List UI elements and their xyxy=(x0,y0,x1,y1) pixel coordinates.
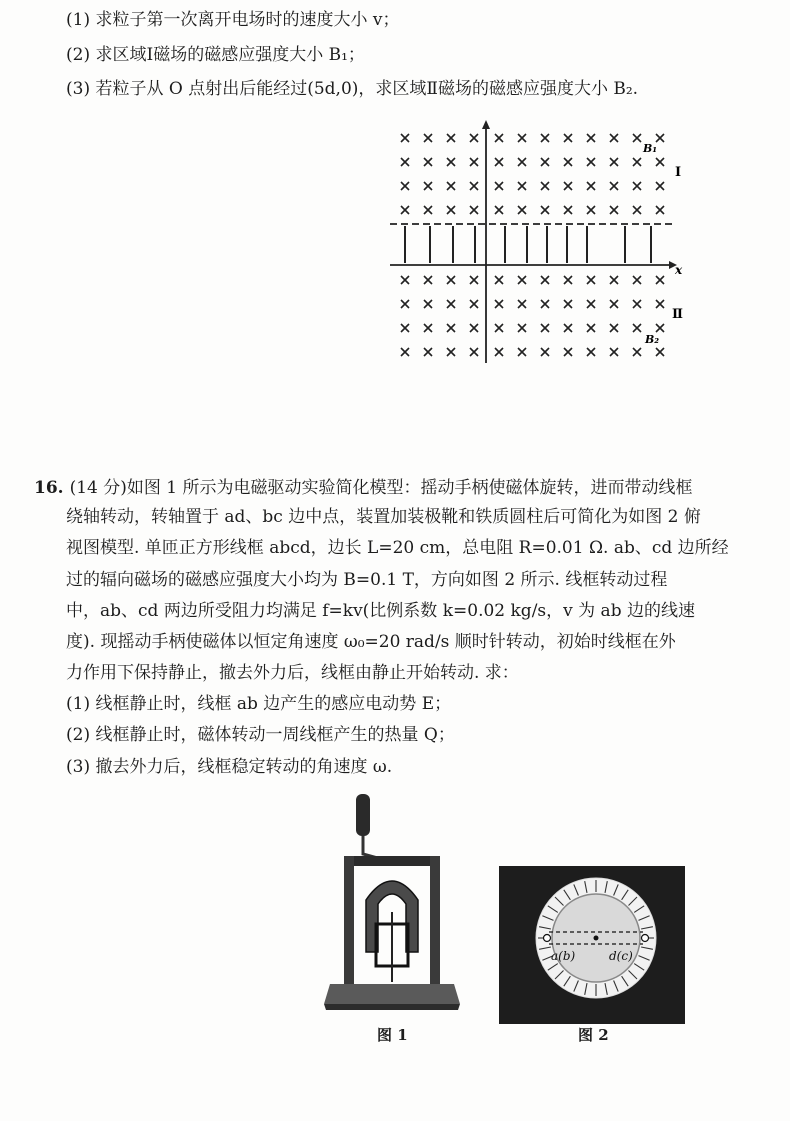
q16-line-4: 过的辐向磁场的磁感应强度大小均为 B=0.1 T，方向如图 2 所示. 线框转动过程 xyxy=(66,570,668,590)
field-cross-mark xyxy=(447,206,455,214)
field-cross-mark xyxy=(541,158,549,166)
field-cross-mark xyxy=(401,300,409,308)
field-cross-mark xyxy=(633,182,641,190)
edge-ab-marker xyxy=(544,935,551,942)
field-cross-mark xyxy=(541,324,549,332)
field-cross-mark xyxy=(564,134,572,142)
field-cross-mark xyxy=(518,348,526,356)
field-cross-mark xyxy=(447,324,455,332)
field-cross-mark xyxy=(495,324,503,332)
field-cross-mark xyxy=(447,182,455,190)
question-number: 16. xyxy=(34,478,64,498)
field-cross-mark xyxy=(541,182,549,190)
field-cross-mark xyxy=(587,276,595,284)
label-a-b: a(b) xyxy=(551,949,576,963)
frame-left-post xyxy=(344,856,354,984)
field-cross-mark xyxy=(447,300,455,308)
figure-1-apparatus xyxy=(322,792,462,1014)
field-cross-mark xyxy=(587,158,595,166)
field-cross-mark xyxy=(656,348,664,356)
field-cross-mark xyxy=(564,276,572,284)
field-cross-mark xyxy=(564,182,572,190)
field-cross-mark xyxy=(610,158,618,166)
field-cross-mark xyxy=(401,324,409,332)
q16-line-1 xyxy=(34,477,693,499)
field-cross-mark xyxy=(564,206,572,214)
field-cross-mark xyxy=(587,134,595,142)
field-cross-mark xyxy=(564,300,572,308)
q16-line-2: 绕轴转动，转轴置于 ad、bc 边中点，装置加装极靴和铁质圆柱后可简化为如图 2 俯 xyxy=(66,507,701,527)
field-cross-mark xyxy=(633,300,641,308)
field-cross-mark xyxy=(518,206,526,214)
field-cross-mark xyxy=(633,276,641,284)
field-cross-mark xyxy=(495,182,503,190)
field-cross-mark xyxy=(610,206,618,214)
field-cross-mark xyxy=(541,348,549,356)
field-cross-mark xyxy=(424,276,432,284)
field-cross-mark xyxy=(424,324,432,332)
field-cross-mark xyxy=(564,324,572,332)
field-cross-mark xyxy=(470,182,478,190)
field-cross-mark xyxy=(495,206,503,214)
field-cross-mark xyxy=(656,182,664,190)
apparatus-base xyxy=(324,984,460,1004)
edge-cd-marker xyxy=(642,935,649,942)
field-cross-mark xyxy=(447,276,455,284)
field-cross-mark xyxy=(518,158,526,166)
field-cross-mark xyxy=(564,158,572,166)
rotation-axis xyxy=(594,936,599,941)
q16-line-7: 力作用下保持静止，撤去外力后，线框由静止开始转动. 求： xyxy=(66,663,519,683)
field-cross-mark xyxy=(610,300,618,308)
field-cross-mark xyxy=(518,276,526,284)
field-cross-mark xyxy=(424,182,432,190)
figure-2-caption: 图 2 xyxy=(578,1026,609,1044)
field-cross-mark xyxy=(610,348,618,356)
prev-question-item-2: (2) 求区域Ⅰ磁场的磁感应强度大小 B₁； xyxy=(66,45,365,65)
label-b1: B₁ xyxy=(643,142,658,155)
field-cross-mark xyxy=(656,206,664,214)
field-cross-mark xyxy=(541,276,549,284)
figure-1-caption: 图 1 xyxy=(377,1026,408,1044)
field-cross-mark xyxy=(495,348,503,356)
field-cross-mark xyxy=(518,134,526,142)
field-cross-mark xyxy=(424,206,432,214)
field-cross-mark xyxy=(518,182,526,190)
field-cross-mark xyxy=(424,348,432,356)
field-cross-mark xyxy=(587,348,595,356)
field-cross-mark xyxy=(587,206,595,214)
figure-2-top-view xyxy=(499,866,685,1024)
field-cross-mark xyxy=(424,158,432,166)
q16-subquestion-3: (3) 撤去外力后，线框稳定转动的角速度 ω. xyxy=(66,757,393,777)
field-cross-mark xyxy=(470,206,478,214)
field-cross-mark xyxy=(610,276,618,284)
field-cross-mark xyxy=(401,134,409,142)
q16-line-6: 度). 现摇动手柄使磁体以恒定角速度 ω₀=20 rad/s 顺时针转动，初始时线框在外 xyxy=(66,632,676,652)
field-cross-mark xyxy=(633,206,641,214)
field-cross-mark xyxy=(447,348,455,356)
field-cross-mark xyxy=(541,134,549,142)
field-cross-mark xyxy=(633,158,641,166)
frame-right-post xyxy=(430,856,440,984)
field-cross-mark xyxy=(541,206,549,214)
field-cross-mark xyxy=(564,348,572,356)
field-cross-mark xyxy=(656,158,664,166)
crank-handle xyxy=(356,794,370,836)
q16-line-3: 视图模型. 单匝正方形线框 abcd，边长 L=20 cm，总电阻 R=0.01 Ω. ab、cd 边所经 xyxy=(66,538,729,558)
field-cross-mark xyxy=(470,276,478,284)
field-cross-mark xyxy=(587,300,595,308)
q16-text-1: (14 分)如图 1 所示为电磁驱动实验简化模型：摇动手柄使磁体旋转，进而带动线框 xyxy=(69,478,693,498)
q16-subquestion-1: (1) 线框静止时，线框 ab 边产生的感应电动势 E； xyxy=(66,694,452,714)
field-cross-mark xyxy=(470,300,478,308)
field-cross-mark xyxy=(518,300,526,308)
field-cross-mark xyxy=(656,276,664,284)
q16-line-5: 中，ab、cd 两边所受阻力均满足 f=kv(比例系数 k=0.02 kg/s，v 为 ab 边的线速 xyxy=(66,601,695,621)
electric-field-lines xyxy=(405,226,651,263)
label-region-1: Ⅰ xyxy=(675,165,682,180)
field-cross-mark xyxy=(470,348,478,356)
field-cross-mark xyxy=(401,348,409,356)
field-cross-mark xyxy=(401,276,409,284)
y-axis-arrow xyxy=(482,120,490,129)
label-region-2: Ⅱ xyxy=(672,307,683,322)
field-cross-mark xyxy=(541,300,549,308)
label-d-c: d(c) xyxy=(609,949,633,963)
field-cross-mark xyxy=(518,324,526,332)
field-cross-mark xyxy=(633,324,641,332)
field-cross-mark xyxy=(470,324,478,332)
field-cross-mark xyxy=(495,158,503,166)
field-cross-mark xyxy=(656,134,664,142)
field-cross-mark xyxy=(495,300,503,308)
field-cross-mark xyxy=(424,300,432,308)
field-cross-mark xyxy=(610,324,618,332)
field-cross-mark xyxy=(656,300,664,308)
field-cross-mark xyxy=(470,134,478,142)
field-cross-mark xyxy=(633,348,641,356)
field-cross-mark xyxy=(587,324,595,332)
field-cross-mark xyxy=(401,158,409,166)
field-cross-mark xyxy=(495,276,503,284)
field-cross-mark xyxy=(470,158,478,166)
q16-subquestion-2: (2) 线框静止时，磁体转动一周线框产生的热量 Q； xyxy=(66,725,455,745)
field-cross-mark xyxy=(633,134,641,142)
prev-question-item-3: (3) 若粒子从 O 点射出后能经过(5d,0)，求区域Ⅱ磁场的磁感应强度大小 B₂. xyxy=(66,79,639,99)
field-cross-mark xyxy=(495,134,503,142)
field-cross-mark xyxy=(610,134,618,142)
field-cross-mark xyxy=(656,324,664,332)
label-b2: B₂ xyxy=(645,333,660,346)
field-cross-mark xyxy=(587,182,595,190)
field-cross-mark xyxy=(401,206,409,214)
field-cross-mark xyxy=(447,158,455,166)
frame-top-bar xyxy=(344,856,440,866)
magnetic-field-diagram xyxy=(385,118,690,368)
field-cross-mark xyxy=(401,182,409,190)
prev-question-item-1: (1) 求粒子第一次离开电场时的速度大小 v； xyxy=(66,10,400,30)
label-x-axis: x xyxy=(675,263,683,277)
field-cross-mark xyxy=(447,134,455,142)
field-cross-mark xyxy=(424,134,432,142)
field-cross-mark xyxy=(610,182,618,190)
